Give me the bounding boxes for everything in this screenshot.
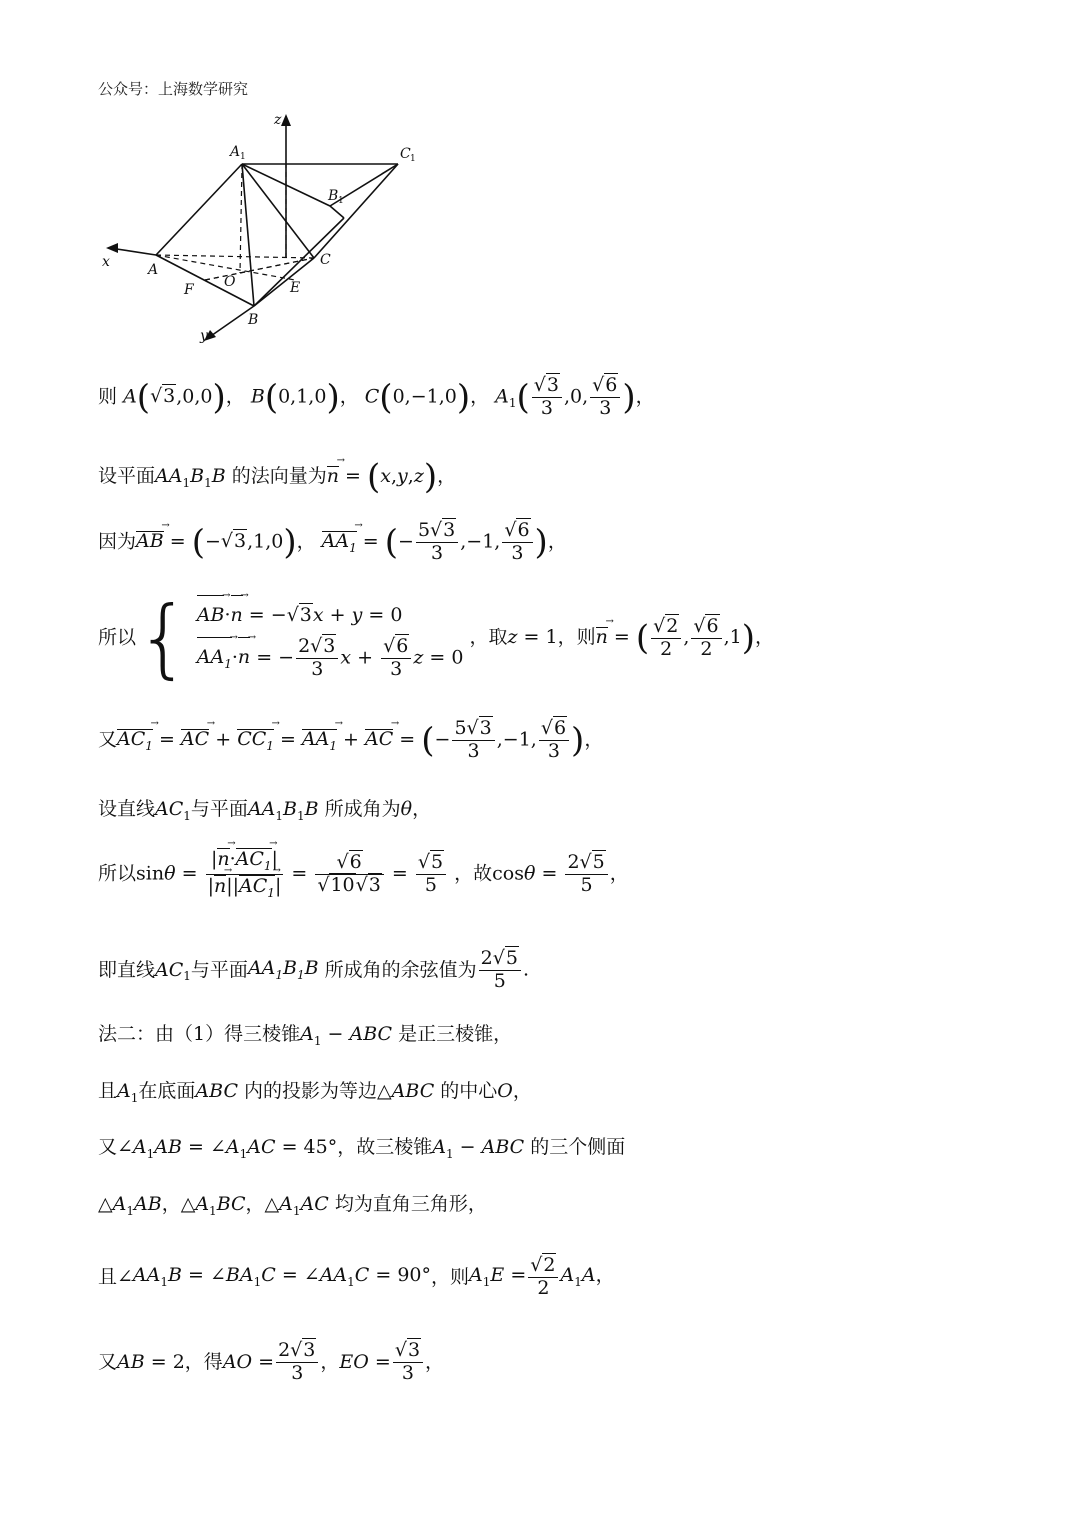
geometry-figure	[98, 108, 438, 348]
normal-vector-line: 设平面$AA_1B_1B$ 的法向量为n → = (x,y,z)，	[98, 460, 1038, 494]
svg-text:1: 1	[410, 154, 416, 164]
projection-line: 且$A_1$在底面ABC 内的投影为等边△ABC 的中心O，	[98, 1080, 532, 1105]
point-b1-label: B	[328, 188, 339, 204]
point-b-label: B	[248, 312, 259, 328]
svg-text:1: 1	[240, 152, 246, 162]
angle-45-line: 又$\angle A_1AB$ = $\angle A_1AC = 45^\circ$，故三棱锥$A_1$ − ABC 的三个侧面	[98, 1136, 626, 1161]
point-o-label: O	[224, 274, 236, 290]
sine-line: 所以sinθ = $\frac{|n \to\cdot AC_1 \to|}{|n \to||AC_1 \to|}$ = $\frac{√6}{√10√3}$ = $\frac{√5}{5}$ ，故cosθ = $\frac{2√5}{5}$ ，	[98, 848, 1038, 900]
ac1-vector-line: 又$AC_1$ → = AC → + $CC_1$ → = $AA_1$ → + AC → = (− $\frac{5√3}{3}$ ,−1, $\frac{√6}{3}$ )，	[98, 718, 1038, 763]
vectors-line: 因为AB → = (−√3,1,0)， $AA_1$ → = (− $\frac{5√3}{3}$ ,−1, $\frac{√6}{3}$ )，	[98, 520, 1038, 565]
svg-text:1: 1	[338, 196, 344, 206]
point-a-label: A	[148, 262, 159, 278]
axis-y-label: y	[200, 328, 208, 344]
method2-line: 法二：由（1）得三棱锥$A_1$ − ABC 是正三棱锥，	[98, 1023, 513, 1048]
coords-line: 则 A(√3,0,0)， B(0,1,0)， C(0,−1,0)， $A_1$( $\frac{√3}{3}$ ,0, $\frac{√6}{3}$ )，	[98, 374, 655, 419]
point-f-label: F	[184, 282, 194, 298]
angle-setup-line: 设直线$AC_1$与平面$AA_1B_1B$ 所成角为θ，	[98, 798, 432, 823]
axis-z-label: z	[274, 112, 282, 128]
watermark-header: 公众号：上海数学研究	[98, 80, 249, 98]
right-triangles-line: $\triangle A_1AB$，$\triangle A_1BC$，$\triangle A_1AC$ 均为直角三角形，	[98, 1193, 487, 1218]
ao-eo-line: 又AB = 2，得AO = $\frac{2√3}{3}$ ，EO = $\frac{√3}{3}$ ，	[98, 1339, 445, 1384]
angle-90-line: 且$\angle AA_1B$ = $\angle BA_1C$ = $\angle AA_1C = 90^\circ$，则$A_1E$ = $\frac{√2}{2}$ $A_1A$，	[98, 1254, 615, 1299]
system-line: 所以{ AB →·n → = −√3x + y = 0 $AA_1 \to\cdot n$ → = − $\frac{2√3}{3}$ x + $\frac{√6}{3}$ z = 0 ，取z = 1，则n → = ( $\frac{√2}{2}$ , $\frac{√6}{2}$ ,1)，	[98, 595, 1038, 681]
conclusion-line: 即直线$AC_1$与平面$AA_1B_1B$ 所成角的余弦值为 $\frac{2√5}{5}$ .	[98, 947, 530, 992]
point-c1-label: C	[400, 146, 411, 162]
point-c-label: C	[320, 252, 331, 268]
axis-x-label: x	[102, 254, 110, 270]
point-a1-label: A	[230, 144, 241, 160]
point-e-label: E	[290, 280, 301, 296]
